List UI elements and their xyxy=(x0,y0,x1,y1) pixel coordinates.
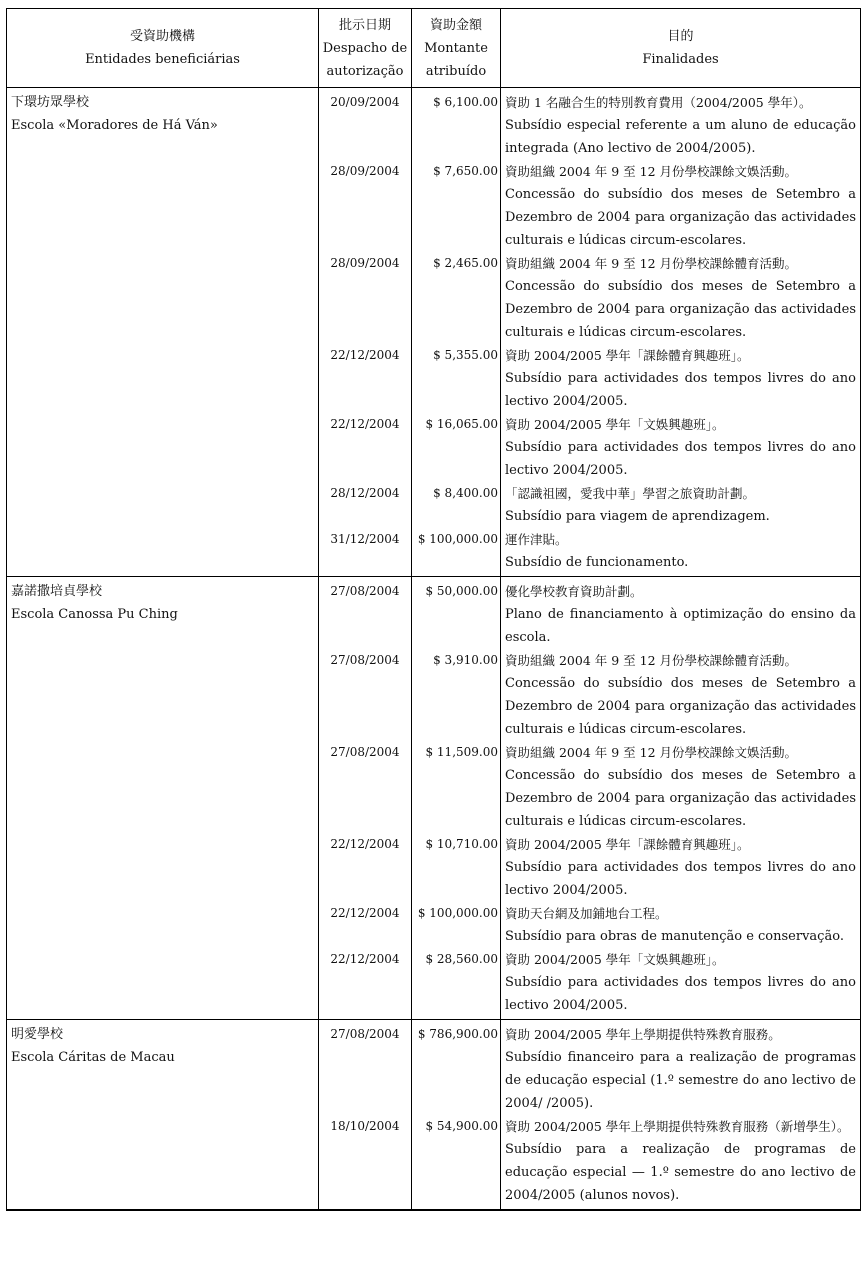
grant-purpose-zh: 資助組織 2004 年 9 至 12 月份學校課餘體育活動。 xyxy=(505,256,798,271)
grant-amount: $ 786,900.00 xyxy=(417,1027,498,1041)
grant-date: 27/08/2004 xyxy=(330,584,400,598)
grant-purpose-zh: 資助 2004/2005 學年「文娛興趣班」。 xyxy=(505,417,725,432)
grant-purpose xyxy=(505,580,856,649)
entity-name-zh: 明愛學校 xyxy=(11,1027,64,1042)
entity-cell xyxy=(7,1020,319,1211)
grant-purpose xyxy=(505,902,856,948)
table-header xyxy=(7,9,861,88)
grant-purpose-pt: Plano de financiamento à optimização do ensino da escola. xyxy=(505,607,856,645)
grant-purpose xyxy=(505,413,856,482)
header-entity-zh: 受資助機構 xyxy=(129,29,195,44)
grant-amount: $ 50,000.00 xyxy=(425,584,498,598)
grant-amount: $ 10,710.00 xyxy=(425,837,498,851)
purpose-cell xyxy=(501,577,861,1020)
entity-cell xyxy=(7,577,319,1020)
grant-purpose xyxy=(505,344,856,413)
grant-date: 22/12/2004 xyxy=(330,906,400,920)
grant-purpose-zh: 資助 1 名融合生的特別教育費用（2004/2005 學年）。 xyxy=(505,95,812,110)
header-entity-pt: Entidades beneficiárias xyxy=(85,52,240,67)
amount-cell xyxy=(412,577,501,1020)
header-date xyxy=(319,9,412,88)
grant-date: 22/12/2004 xyxy=(330,952,400,966)
date-cell xyxy=(319,88,412,577)
grant-purpose xyxy=(505,948,856,1017)
grant-amount: $ 11,509.00 xyxy=(425,745,498,759)
grant-purpose-pt: Subsídio para actividades dos tempos livres do ano lectivo 2004/2005. xyxy=(505,371,856,409)
grant-purpose-zh: 優化學校教育資助計劃。 xyxy=(505,584,643,599)
grant-amount: $ 5,355.00 xyxy=(433,348,498,362)
grant-date: 31/12/2004 xyxy=(330,532,400,546)
grant-purpose xyxy=(505,482,856,528)
grant-date: 27/08/2004 xyxy=(330,1027,400,1041)
date-cell xyxy=(319,577,412,1020)
grant-purpose-pt: Concessão do subsídio dos meses de Setembro a Dezembro de 2004 para organização das actividades culturais e lúdicas circum-escolares. xyxy=(505,279,856,340)
grant-date: 28/09/2004 xyxy=(330,164,400,178)
entity-cell xyxy=(7,88,319,577)
grant-date: 28/12/2004 xyxy=(330,486,400,500)
purpose-cell xyxy=(501,1020,861,1211)
header-amount-pt1: Montante xyxy=(424,40,488,56)
header-purpose-pt: Finalidades xyxy=(642,52,719,67)
grant-purpose xyxy=(505,160,856,252)
grant-amount: $ 16,065.00 xyxy=(425,417,498,431)
grant-purpose-pt: Subsídio de funcionamento. xyxy=(505,555,689,570)
grant-purpose-pt: Subsídio para viagem de aprendizagem. xyxy=(505,509,770,524)
grant-purpose-zh: 資助 2004/2005 學年「課餘體育興趣班」。 xyxy=(505,837,750,852)
header-date-pt1: Despacho de xyxy=(322,40,408,56)
grant-date: 20/09/2004 xyxy=(330,95,400,109)
header-date-zh: 批示日期 xyxy=(338,17,391,33)
grant-purpose-zh: 資助 2004/2005 學年上學期提供特殊教育服務（新增學生）。 xyxy=(505,1119,850,1134)
grant-purpose-zh: 「認識祖國，愛我中華」學習之旅資助計劃。 xyxy=(505,486,756,501)
grants-table xyxy=(6,8,861,1211)
grant-date: 27/08/2004 xyxy=(330,653,400,667)
grant-purpose xyxy=(505,528,856,574)
grant-purpose-pt: Subsídio especial referente a um aluno de educação integrada (Ano lectivo de 2004/2005). xyxy=(505,118,856,156)
header-purpose xyxy=(501,9,861,88)
grant-purpose xyxy=(505,833,856,902)
grant-purpose xyxy=(505,1115,856,1207)
grant-purpose-zh: 資助組織 2004 年 9 至 12 月份學校課餘文娛活動。 xyxy=(505,164,798,179)
header-date-pt2: autorização xyxy=(326,63,404,79)
grant-purpose-pt: Subsídio para actividades dos tempos livres do ano lectivo 2004/2005. xyxy=(505,975,856,1013)
grant-purpose-pt: Concessão do subsídio dos meses de Setembro a Dezembro de 2004 para organização das actividades culturais e lúdicas circum-escolares. xyxy=(505,187,856,248)
grant-purpose-zh: 資助天台網及加鋪地台工程。 xyxy=(505,906,668,921)
entity-name-zh: 嘉諾撒培貞學校 xyxy=(11,584,103,599)
grant-purpose-zh: 資助組織 2004 年 9 至 12 月份學校課餘文娛活動。 xyxy=(505,745,798,760)
grant-date: 22/12/2004 xyxy=(330,348,400,362)
grant-amount: $ 2,465.00 xyxy=(433,256,498,270)
purpose-cell xyxy=(501,88,861,577)
grant-date: 22/12/2004 xyxy=(330,417,400,431)
grant-purpose xyxy=(505,741,856,833)
grant-date: 28/09/2004 xyxy=(330,256,400,270)
amount-cell xyxy=(412,88,501,577)
header-amount xyxy=(412,9,501,88)
amount-cell xyxy=(412,1020,501,1211)
grant-date: 27/08/2004 xyxy=(330,745,400,759)
grant-purpose xyxy=(505,252,856,344)
entity-name-pt: Escola Cáritas de Macau xyxy=(11,1050,175,1065)
grant-purpose-pt: Subsídio para obras de manutenção e conservação. xyxy=(505,929,844,944)
date-cell xyxy=(319,1020,412,1211)
grant-purpose-pt: Subsídio para a realização de programas de educação especial — 1.º semestre do ano lectivo de 2004/2005 (alunos novos). xyxy=(505,1142,856,1203)
table-body xyxy=(7,88,861,1211)
grant-purpose-zh: 資助 2004/2005 學年「文娛興趣班」。 xyxy=(505,952,725,967)
header-amount-zh: 資助金額 xyxy=(429,17,482,33)
grant-amount: $ 28,560.00 xyxy=(425,952,498,966)
grant-amount: $ 3,910.00 xyxy=(433,653,498,667)
grant-purpose-zh: 資助 2004/2005 學年「課餘體育興趣班」。 xyxy=(505,348,750,363)
grant-purpose-pt: Concessão do subsídio dos meses de Setembro a Dezembro de 2004 para organização das actividades culturais e lúdicas circum-escolares. xyxy=(505,676,856,737)
grant-purpose-zh: 資助 2004/2005 學年上學期提供特殊教育服務。 xyxy=(505,1027,781,1042)
grant-purpose-zh: 資助組織 2004 年 9 至 12 月份學校課餘體育活動。 xyxy=(505,653,798,668)
header-amount-pt2: atribuído xyxy=(425,63,487,79)
entity-name-pt: Escola Canossa Pu Ching xyxy=(11,607,178,622)
entity-row xyxy=(7,88,861,577)
grant-amount: $ 54,900.00 xyxy=(425,1119,498,1133)
grant-amount: $ 8,400.00 xyxy=(433,486,498,500)
entity-row xyxy=(7,577,861,1020)
grant-purpose-pt: Subsídio para actividades dos tempos livres do ano lectivo 2004/2005. xyxy=(505,860,856,898)
grant-purpose-pt: Subsídio para actividades dos tempos livres do ano lectivo 2004/2005. xyxy=(505,440,856,478)
grant-amount: $ 100,000.00 xyxy=(417,532,498,546)
grant-purpose-pt: Concessão do subsídio dos meses de Setembro a Dezembro de 2004 para organização das actividades culturais e lúdicas circum-escolares. xyxy=(505,768,856,829)
entity-row xyxy=(7,1020,861,1211)
grant-amount: $ 100,000.00 xyxy=(417,906,498,920)
entity-name-zh: 下環坊眾學校 xyxy=(11,95,90,110)
entity-name-pt: Escola «Moradores de Há Ván» xyxy=(11,118,218,133)
grant-purpose-pt: Subsídio financeiro para a realização de programas de educação especial (1.º semestre do ano lectivo de 2004/ /2005). xyxy=(505,1050,856,1111)
grant-date: 18/10/2004 xyxy=(330,1119,400,1133)
header-purpose-zh: 目的 xyxy=(667,29,694,44)
grant-amount: $ 6,100.00 xyxy=(433,95,498,109)
grant-amount: $ 7,650.00 xyxy=(433,164,498,178)
grant-purpose xyxy=(505,91,856,160)
header-entity xyxy=(7,9,319,88)
grant-purpose xyxy=(505,649,856,741)
grant-purpose-zh: 運作津貼。 xyxy=(505,532,568,547)
grant-purpose xyxy=(505,1023,856,1115)
grant-date: 22/12/2004 xyxy=(330,837,400,851)
